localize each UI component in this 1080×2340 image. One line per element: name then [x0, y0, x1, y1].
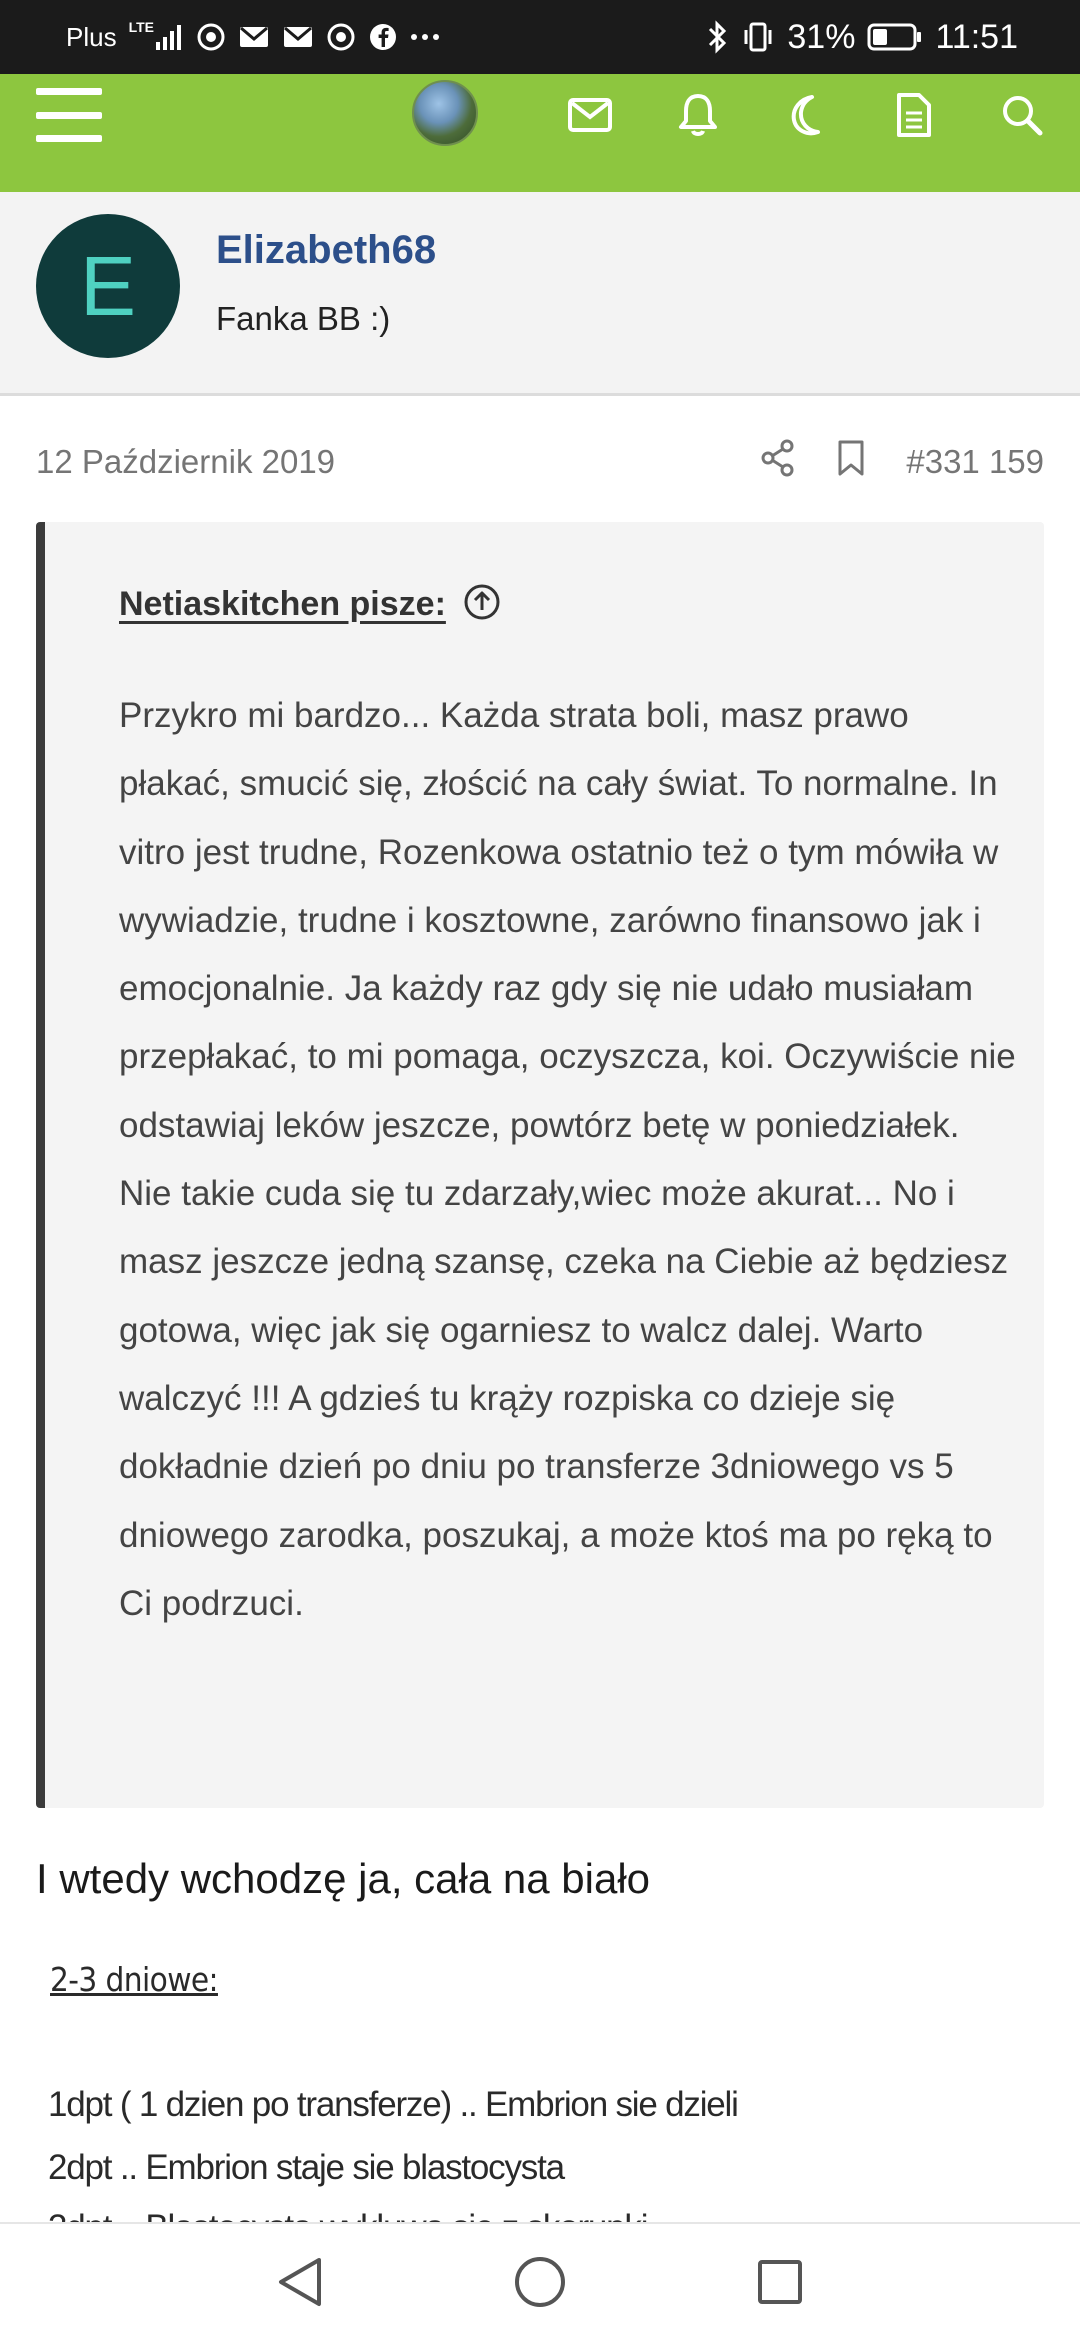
post-number-link[interactable]: #331 159	[906, 443, 1044, 480]
bluetooth-icon	[707, 20, 729, 54]
share-icon[interactable]	[760, 439, 796, 485]
quote-text: Przykro mi bardzo... Każda strata boli, masz prawo płakać, smucić się, złościć na cały świat. To normalne. In vitro jest trudne, Rozenkowa ostatnio też o tym mówiła w wywiadzie, trudne i kosztowne, zarówno finansowo jak i emocjonalnie. Ja każdy raz gdy się nie udało musiałam przepłakać, to mi pomaga, oczyszcza, koi. Oczywiście nie odstawiaj leków jeszcze, powtórz betę w poniedziałek. Nie takie cuda się tu zdarzały,wiec może akurat... No i masz jeszcze jedną szansę, czeka na Ciebie aż będziesz gotowa, więc jak się ogarniesz to walcz dalej. Warto walczyć !!! A gdzieś tu krąży rozpiska co dzieje się dokładnie dzień po dniu po transferze 3dniowego vs 5 dniowego zarodka, poszukaj, a może ktoś ma po ręką to Ci podrzuci.	[119, 696, 1016, 1623]
back-icon[interactable]	[265, 2247, 335, 2317]
chrome-icon	[196, 22, 226, 52]
home-icon[interactable]	[505, 2247, 575, 2317]
status-bar-right	[707, 0, 1018, 74]
embedded-heading: 2-3 dniowe:	[50, 1960, 218, 1999]
quote-author-link[interactable]: Netiaskitchen pisze:	[119, 585, 446, 623]
author-title: Fanka BB :)	[216, 300, 391, 337]
facebook-icon	[368, 22, 398, 52]
status-bar-left	[66, 0, 440, 74]
network-type: LTE	[128, 19, 154, 35]
embedded-line: 1dpt ( 1 dzien po transferze) .. Embrion sie dzieli	[48, 2085, 738, 2124]
search-icon[interactable]	[994, 87, 1050, 143]
gmail-icon	[282, 24, 314, 50]
post-meta	[36, 440, 1044, 484]
jump-to-quote-icon[interactable]	[462, 582, 502, 627]
quote-block	[36, 522, 1044, 1808]
bell-icon[interactable]	[670, 87, 726, 143]
author-avatar[interactable]: E	[36, 214, 180, 358]
bookmark-icon[interactable]	[836, 439, 866, 485]
quote-header	[119, 582, 502, 627]
post-body-text: I wtedy wchodzę ja, cała na biało	[36, 1855, 651, 1902]
header-icons	[562, 80, 1050, 150]
mail-icon[interactable]	[562, 87, 618, 143]
system-nav-bar	[0, 2222, 1080, 2340]
clock: 11:51	[935, 17, 1018, 56]
user-avatar[interactable]	[412, 80, 478, 146]
embedded-line: 2dpt .. Embrion staje sie blastocysta	[48, 2148, 564, 2187]
app-header	[0, 74, 1080, 192]
document-icon[interactable]	[886, 87, 942, 143]
signal-icon	[128, 19, 184, 52]
moon-icon[interactable]	[778, 87, 834, 143]
menu-icon[interactable]	[36, 82, 102, 148]
carrier-label: Plus	[66, 21, 117, 52]
post-author-card	[0, 192, 1080, 396]
post-actions	[760, 439, 1044, 485]
battery-percent: 31%	[787, 17, 856, 56]
more-icon	[410, 32, 440, 42]
recents-icon[interactable]	[745, 2247, 815, 2317]
embedded-image[interactable]	[36, 1940, 1044, 2220]
vibrate-icon	[741, 20, 775, 54]
gmail-icon	[238, 24, 270, 50]
post-date[interactable]: 12 Październik 2019	[36, 443, 336, 480]
author-username[interactable]: Elizabeth68	[216, 228, 437, 272]
chrome-icon	[326, 22, 356, 52]
status-bar	[0, 0, 1080, 74]
battery-icon	[867, 22, 923, 52]
